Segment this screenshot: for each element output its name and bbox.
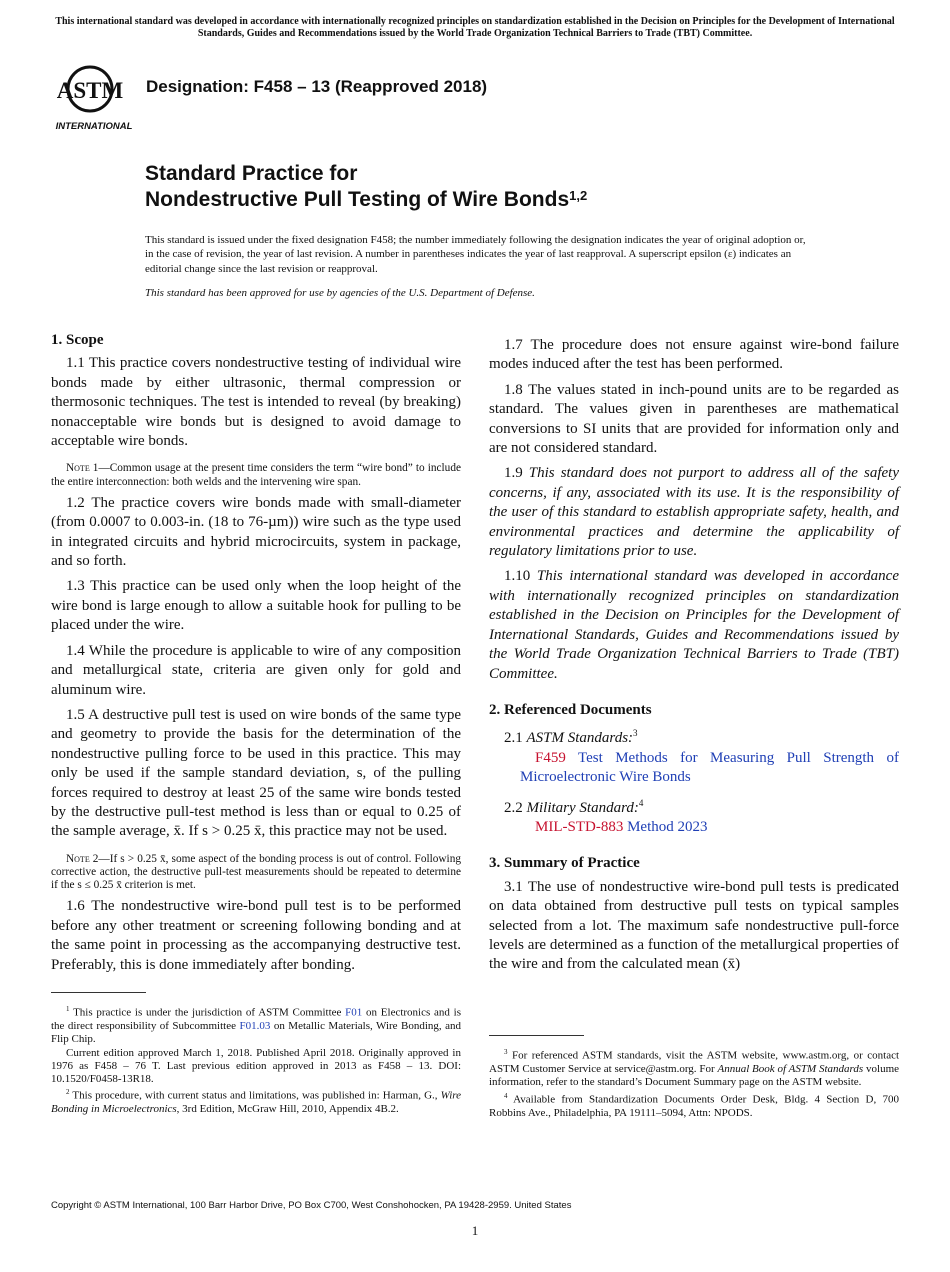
footnote-ref-4: 4 [638,797,644,808]
logo-letters: ASTM [56,78,124,103]
edition-note: Current edition approved March 1, 2018. Published April 2018. Originally approved in 1976 as F458 – 76 T. Last previous edition approved in 2013 as F458 – 13. DOI: 10.1520/F0458-13R18. [51,1046,461,1086]
right-column [489,330,899,975]
reference-mil-std [489,818,899,837]
footnote-1: $^1$ This practice is under the jurisdiction of ASTM Committee F01 on Electronics and is the direct responsibility of Subcommittee F01.03 on Metallic Materials, Wire Bonding, and Flip Chip. [51,1005,462,1046]
mil-method-link[interactable]: Method 2023 [627,818,708,835]
note-2-text: —If s > 0.25 x̄, some aspect of the bonding process is out of control. Following corrective action, the destructive pull-test measurements should be repeated to determine if the s ≤ 0.25 x̄ criterion is met. [51,852,461,892]
section-2-heading: 2. Referenced Documents [489,701,652,718]
committee-f01-link[interactable]: F01 [345,1006,363,1019]
reference-f459 [489,749,899,788]
footnotes-right [489,1046,899,1120]
issue-note: This standard is issued under the fixed designation F458; the number immediately following the designation indicates the year of original adoption or, in the case of revision, the year of last revision. A number in parentheses indicates the year of last reapproval. A superscript epsilon (ε) indicates an editorial change since the last revision or reapproval. [145,234,806,275]
mil-std-link[interactable]: MIL-STD-883 [535,818,624,835]
page-number: 1 [471,1223,479,1238]
paragraph-1-9: 1.9 This standard does not purport to address all of the safety concerns, if any, associated with its use. It is the responsibility of the user of this standard to establish appropriate safety, health, and environmental practices and determine the applicability of regulatory limitations prior to use. [489,465,899,560]
paragraph-1-10: 1.10 This international standard was developed in accordance with internationally recognized principles on standardization established in the Decision on Principles for the Development of International Standards, Guides and Recommendations issued by the World Trade Organization Technical Barriers to Trade (TBT) Committee. [489,568,900,682]
logo-word: INTERNATIONAL [55,121,133,132]
section-1-heading: 1. Scope [51,332,104,348]
copyright-line: Copyright © ASTM International, 100 Barr Harbor Drive, PO Box C700, West Conshohocken, PA 19428-2959. United States [51,1200,572,1211]
section-3-heading: 3. Summary of Practice [489,855,640,872]
footnotes-left [51,1003,461,1117]
astm-logo [52,58,136,134]
f459-link[interactable]: F459 [535,749,566,766]
footnote-3: $^3$ For referenced ASTM standards, visit the ASTM website, www.astm.org, or contact ASTM Customer Service at service@astm.org. For Annual Book of ASTM Standards volume information, refer to the standard’s Document Summary page on the ASTM website. [489,1048,900,1089]
left-column [51,331,461,975]
title-line-2: Nondestructive Pull Testing of Wire Bonds$^{1,2}$ [145,188,588,211]
paragraph-1-6: 1.6 The nondestructive wire-bond pull test is to be performed before any other treatment or screening following bonding and at the same point in processing as the accompanying destructive test. Preferably, this is done immediately after bonding. [51,898,461,973]
dod-approval-note: This standard has been approved for use by agencies of the U.S. Department of Defense. [145,287,535,299]
paragraph-1-5: 1.5 A destructive pull test is used on wire bonds of the same type and geometry to provide the basis for the determination of the nondestructive pulling force to be used in this practice. This may only be used if the sample standard deviation, s, of the pulling forces required to destroy at least 25 of the same wire bonds tested by the destructive pull-test method is less than or equal to 0.25 of the sample average, x̄. If s > 0.25 x̄, this practice may not be used. [51,706,461,840]
title-footnote-ref: 1,2 [569,188,588,203]
paragraph-1-4: 1.4 While the procedure is applicable to wire of any composition and metallurgical state, criteria are given only for gold and aluminum wire. [51,642,461,698]
paragraph-2-1: 2.1 ASTM Standards:$^3$ [504,728,638,747]
footnote-4: $^4$ Available from Standardization Documents Order Desk, Bldg. 4 Section D, 700 Robbins Ave., Philadelphia, PA 19111–5094, Attn: NPODS. [489,1091,899,1119]
note-1-label: Note 1 [66,462,99,475]
paragraph-2-2: 2.2 Military Standard:$^4$ [504,797,644,816]
paragraph-1-2: 1.2 The practice covers wire bonds made with small-diameter (from 0.0007 to 0.003-in. (18 to 76-µm)) wire such as the type used in integrated circuits and hybrid microcircuits, system in package, and so forth. [51,494,461,570]
paragraph-1-1: 1.1 This practice covers nondestructive testing of individual wire bonds made by either ultrasonic, thermal compression or thermosonic techniques. The test is intended to reveal (by breaking) nonacceptable wire bonds but is designed to avoid damage to acceptable wire bonds. [51,355,461,450]
paragraph-1-7: 1.7 The procedure does not ensure against wire-bond failure modes induced after the test has been performed. [489,337,899,373]
note-2 [51,853,461,893]
paragraph-1-9-text: This standard does not purport to address all of the safety concerns, if any, associated with its use. It is the responsibility of the user of this standard to establish appropriate safety, health, and environmental practices and determine the applicability of regulatory limitations prior to use. [489,465,899,560]
document-title [145,161,587,213]
title-line-1: Standard Practice for [145,162,358,185]
footnote-rule-right [489,1035,584,1036]
subcommittee-f01-03-link[interactable]: F01.03 [239,1019,271,1032]
footnote-2: $^2$ This procedure, with current status and limitations, was published in: Harman, G., Wire Bonding in Microelectronics, 3rd Edition, McGraw Hill, 2010, Appendix 4B.2. [51,1088,462,1116]
paragraph-1-3: 1.3 This practice can be used only when the loop height of the wire bond is large enough to allow a suitable hook for pulling to be placed under the wire. [51,578,461,634]
f459-title-link[interactable]: Test Methods for Measuring Pull Strength of Microelectronic Wire Bonds [520,749,899,786]
note-1-text: —Common usage at the present time considers the term “wire bond” to include the entire interconnection: both welds and the intervening wire span. [51,462,461,488]
note-1 [51,462,461,488]
paragraph-1-8: 1.8 The values stated in inch-pound units are to be regarded as standard. The values given in parentheses are mathematical conversions to SI units that are provided for information only and are not considered standard. [489,381,899,457]
footnote-ref-3: 3 [633,728,638,739]
paragraph-3-1: 3.1 The use of nondestructive wire-bond pull tests is predicated on data obtained from destructive pull tests on typical samples selected from a lot. The maximum safe nondestructive pull-force levels are determined as a function of the metallurgical properties of the wire and from the calculated mean (x̄) [489,878,899,973]
designation: Designation: F458 – 13 (Reapproved 2018) [146,77,488,96]
note-2-label: Note 2 [66,852,99,865]
paragraph-1-10-text: This international standard was developed in accordance with internationally recognized principles on standardization established in the Decision on Principles for the Development of International Standards, Guides and Recommendations issued by the World Trade Organization Technical Barriers to Trade (TBT) Committee. [489,568,900,682]
top-notice: This international standard was developed in accordance with internationally recognized principles on standardization established in the Decision on Principles for the Development of International Standards, Guides and Recommendations issued by the World Trade Organization Technical Barriers to Trade (TBT) Committee. [55,16,895,39]
footnote-rule-left [51,992,146,993]
